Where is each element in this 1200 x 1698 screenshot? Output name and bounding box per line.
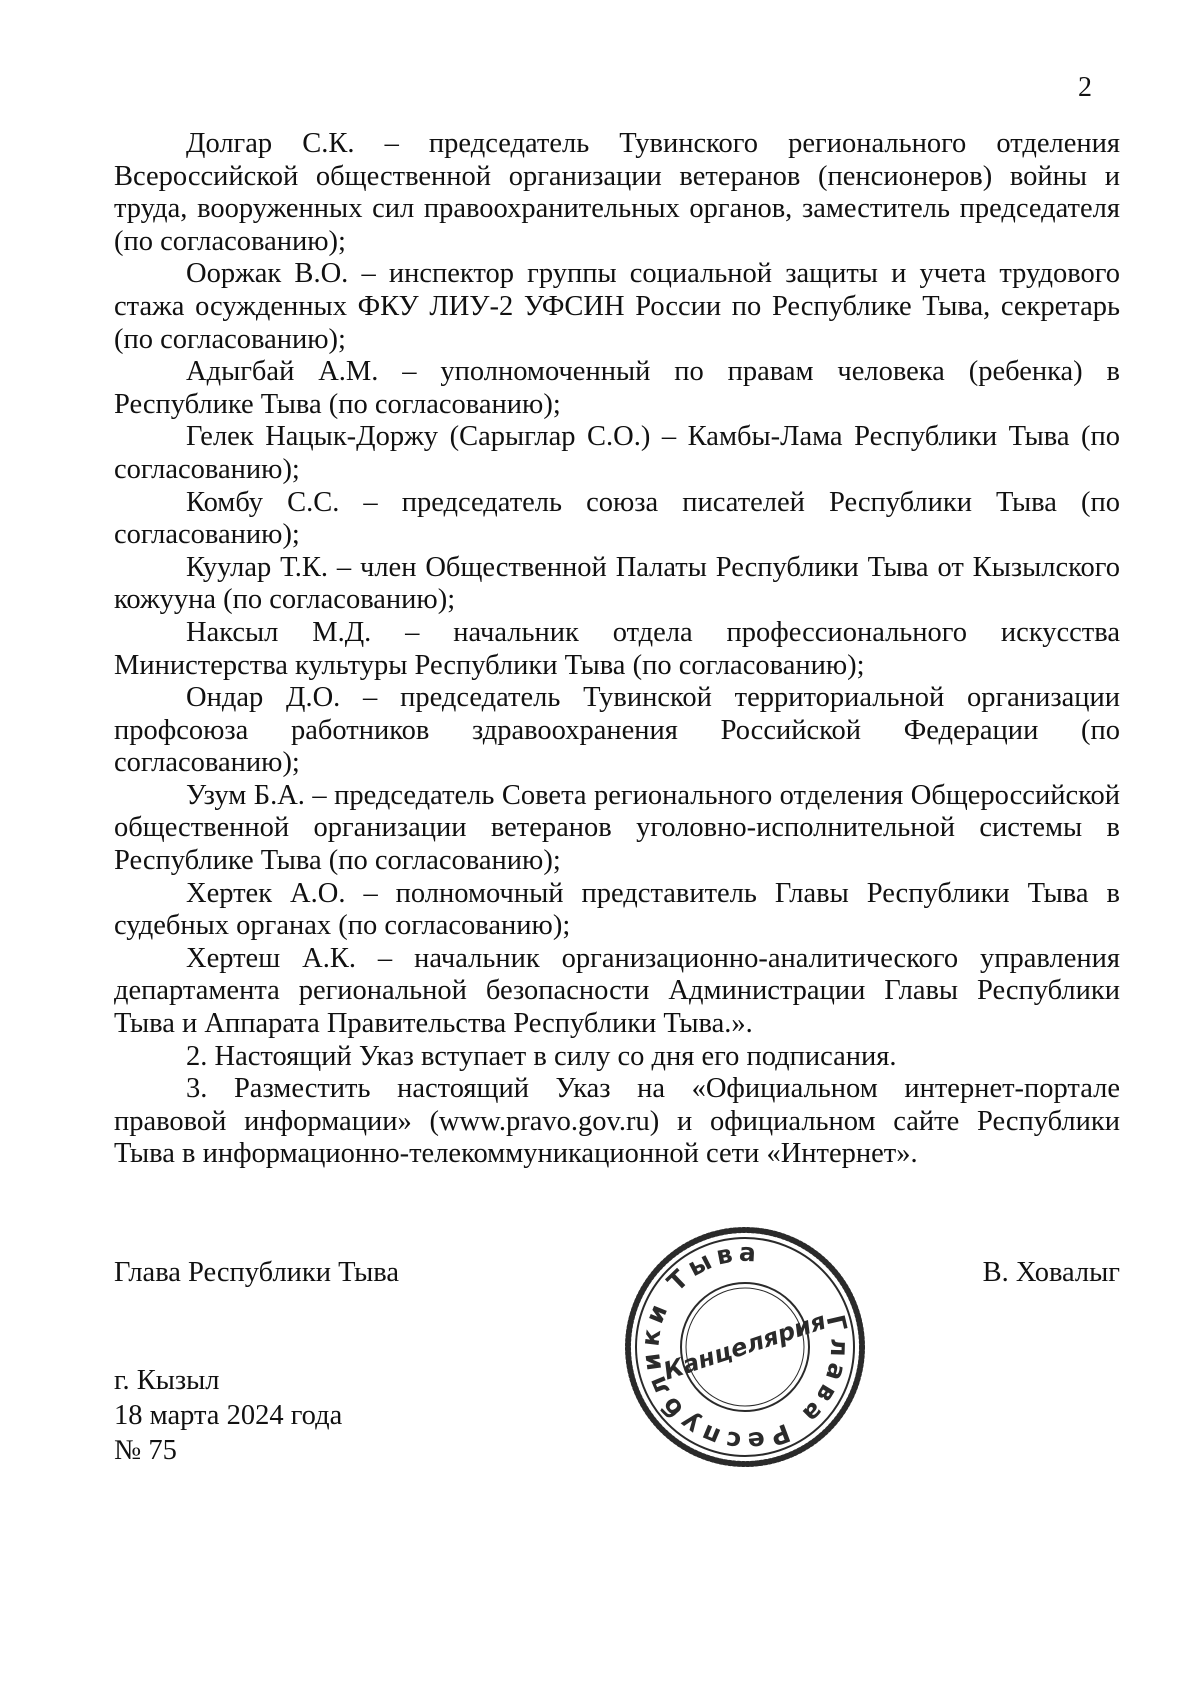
paragraph-gelek: Гелек Нацык-Доржу (Сарыглар С.О.) – Камбы-Лама Республики Тыва (по согласованию); (114, 421, 1120, 485)
signatory-title: Глава Республики Тыва (114, 1257, 400, 1288)
paragraph-oorzhak: Ооржак В.О. – инспектор группы социальной защиты и учета трудового стажа осужденных ФКУ ЛИУ-2 УФСИН России по Республике Тыва, секретарь (по согласованию); (114, 258, 1120, 355)
paragraph-uzum: Узум Б.А. – председатель Совета регионального отделения Общероссийской общественной организации ветеранов уголовно-исполнительной системы в Республике Тыва (по согласованию); (114, 779, 1120, 877)
clause-3: 3. Разместить настоящий Указ на «Официальном интернет-портале правовой информации» (www.pravo.gov.ru) и официальном сайте Республики Тыва в информационно-телекоммуникационной сети «Интернет». (114, 1073, 1120, 1170)
signature-block (114, 1257, 1120, 1297)
clause-2: 2. Настоящий Указ вступает в силу со дня его подписания. (186, 1040, 897, 1072)
paragraph-ondar: Ондар Д.О. – председатель Тувинской территориальной организации профсоюза работников здравоохранения Российской Федерации (по согласованию); (114, 682, 1120, 779)
stamp-center-text: Канцелярия (660, 1306, 830, 1386)
signatory-name: В. Ховалыг (982, 1257, 1120, 1288)
place-date-block (114, 1363, 342, 1468)
paragraph-naksyl: Наксыл М.Д. – начальник отдела профессионального искусства Министерства культуры Республики Тыва (по согласованию); (114, 616, 1120, 681)
page-number: 2 (1078, 72, 1092, 103)
stamp-ring-text: Глава Республики Тыва (635, 1237, 855, 1457)
date: 18 марта 2024 года (114, 1400, 343, 1431)
paragraph-hertek: Хертек А.О. – полномочный представитель Главы Республики Тыва в судебных органах (по согласованию); (114, 877, 1120, 942)
paragraph-adygbai: Адыгбай А.М. – уполномоченный по правам человека (ребенка) в Республике Тыва (по согласованию); (114, 356, 1120, 420)
paragraph-hertesh: Хертеш А.К. – начальник организационно-аналитического управления департамента региональной безопасности Администрации Главы Республики Тыва и Аппарата Правительства Республики Тыва.». (114, 942, 1120, 1040)
city: г. Кызыл (114, 1365, 220, 1396)
official-stamp-icon (620, 1222, 870, 1472)
paragraph-dolgar: Долгар С.К. – председатель Тувинского регионального отделения Всероссийской общественной организации ветеранов (пенсионеров) войны и труда, вооруженных сил правоохранительных органов, заместитель председателя (по согласованию); (114, 128, 1120, 257)
paragraph-kuular: Куулар Т.К. – член Общественной Палаты Республики Тыва от Кызылского кожууна (по согласованию); (114, 551, 1120, 616)
document-body (114, 128, 1120, 1171)
paragraph-kombu: Комбу С.С. – председатель союза писателей Республики Тыва (по согласованию); (114, 486, 1120, 551)
decree-number: № 75 (114, 1435, 177, 1466)
